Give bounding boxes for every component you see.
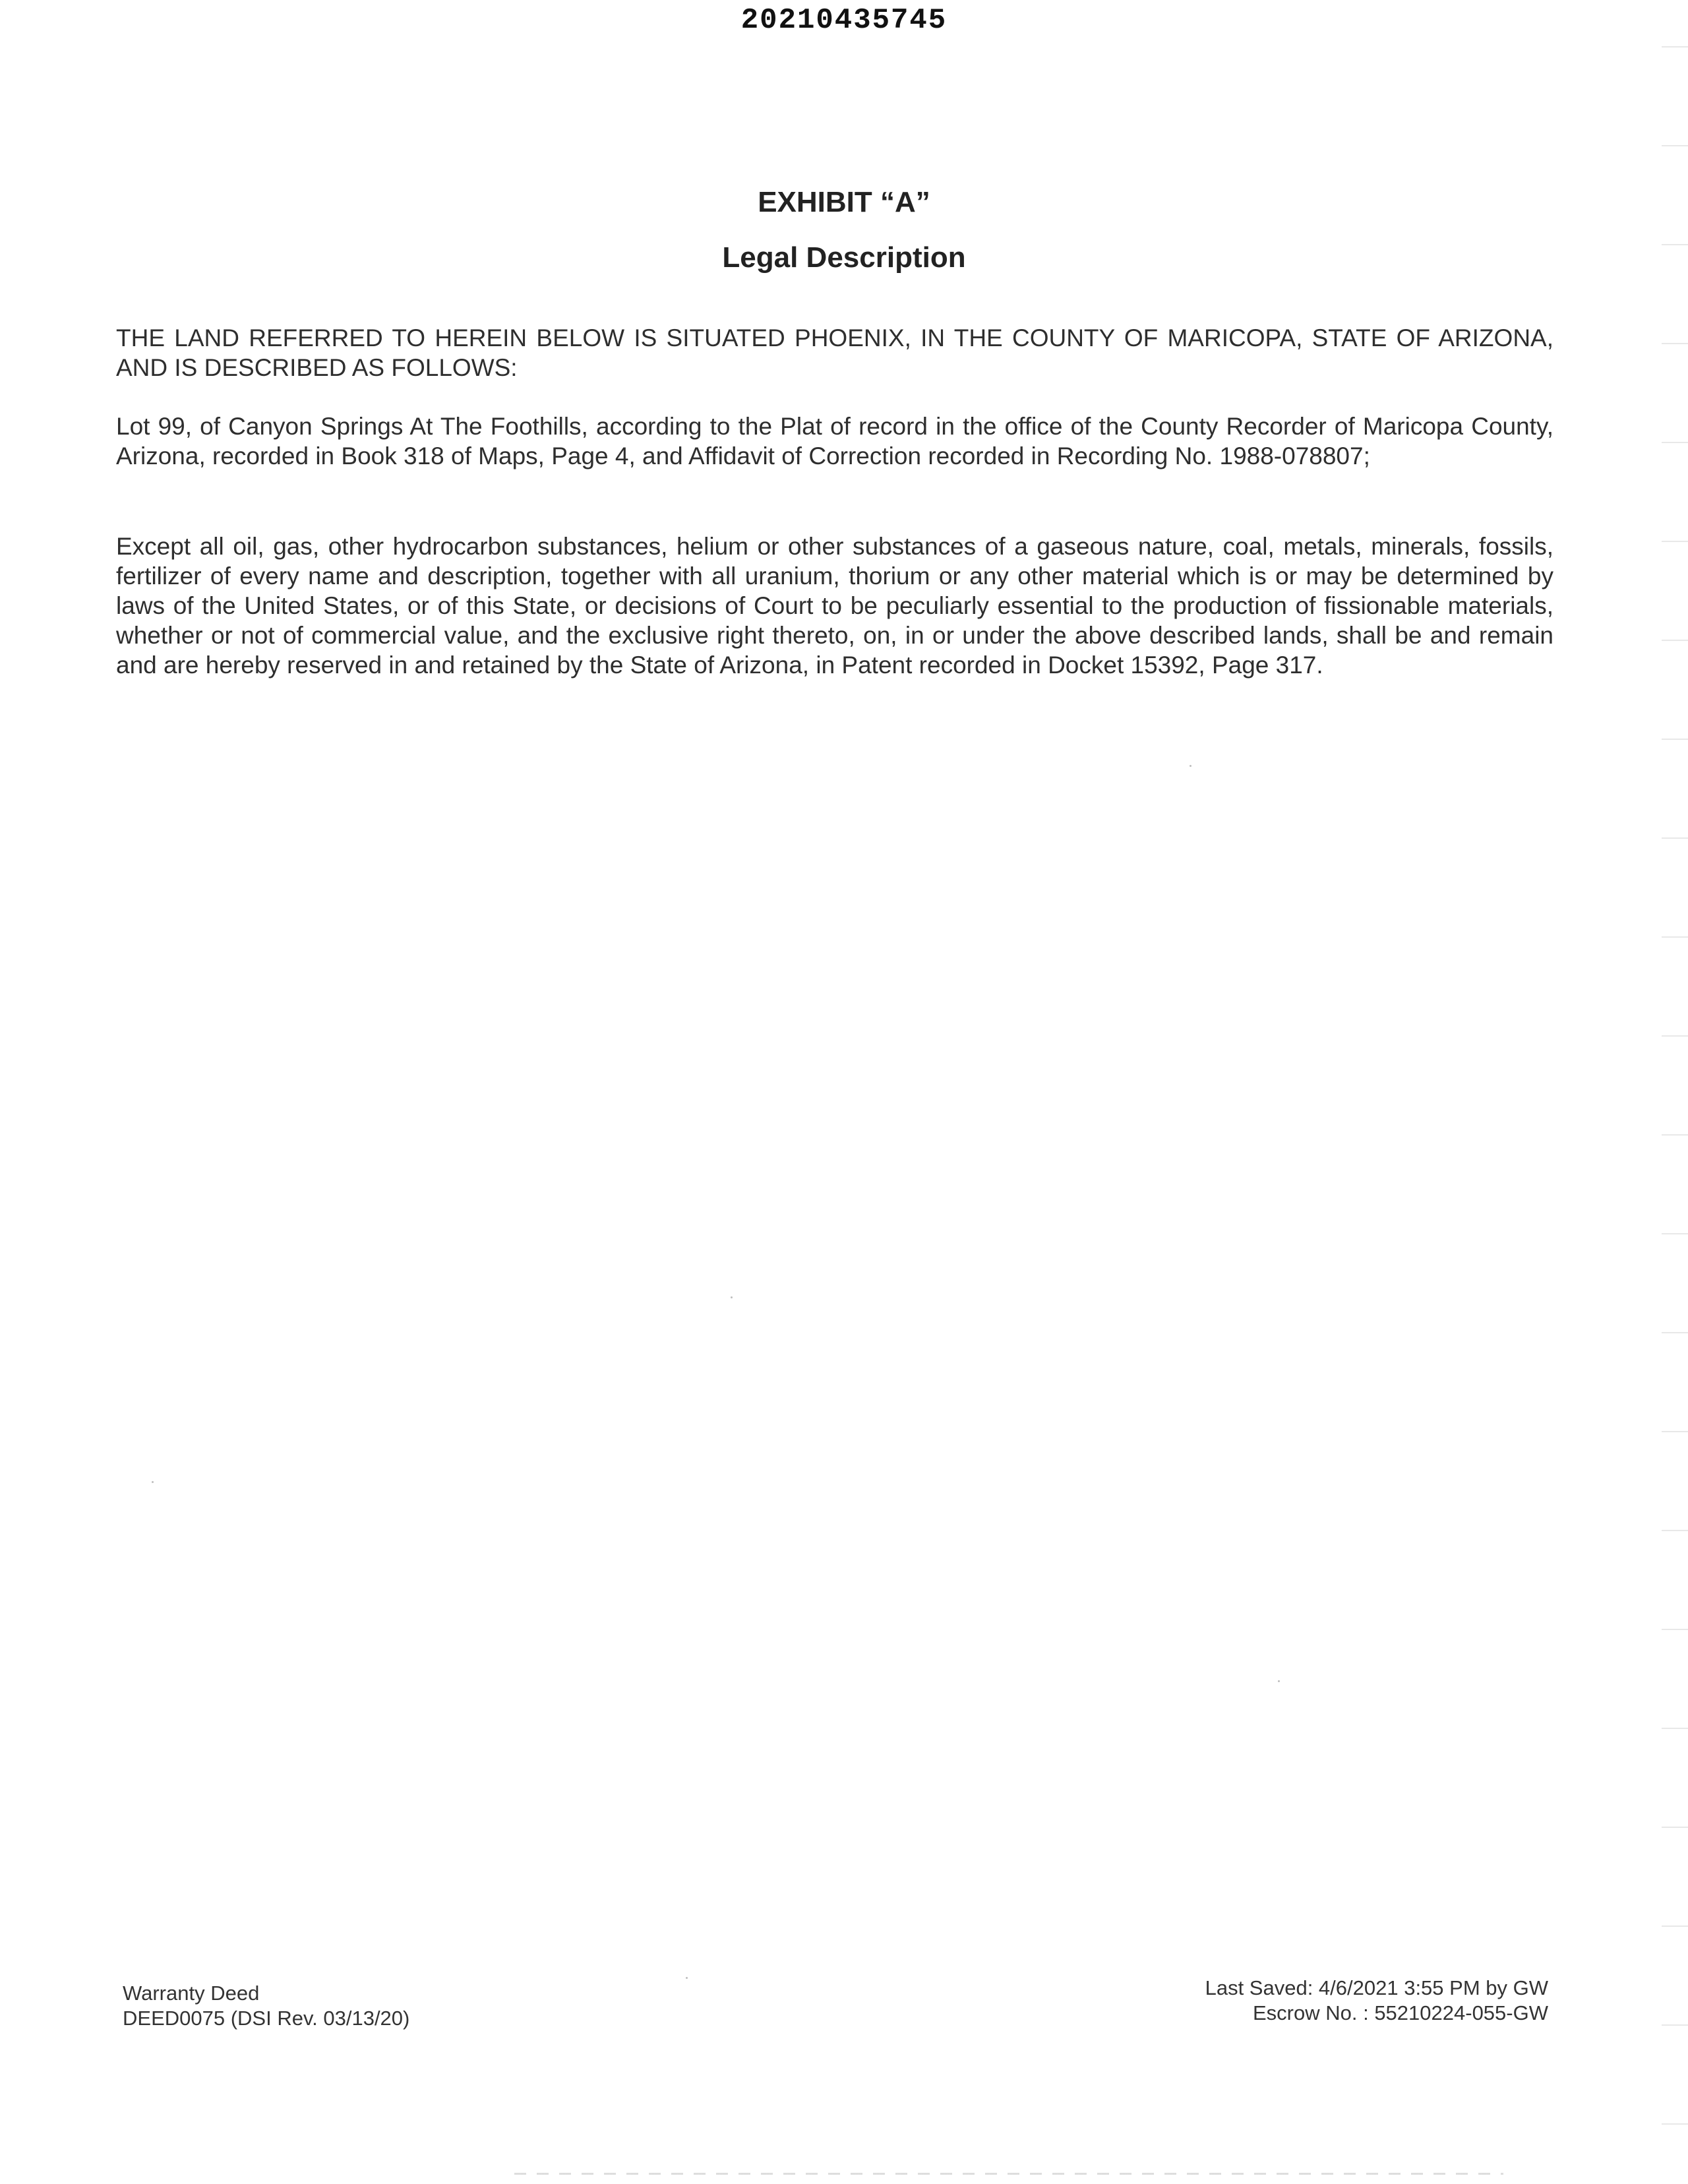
scan-speck xyxy=(1278,1680,1280,1682)
intro-paragraph: THE LAND REFERRED TO HEREIN BELOW IS SITUATED PHOENIX, IN THE COUNTY OF MARICOPA, STATE OF ARIZONA, AND IS DESCRIBED AS FOLLOWS: xyxy=(116,324,1553,381)
scan-speck xyxy=(686,1977,688,1979)
footer-document-info xyxy=(123,1981,409,2031)
footer-doc-type: Warranty Deed xyxy=(123,1982,260,2005)
scan-speck xyxy=(1190,765,1191,767)
lot-description-paragraph: Lot 99, of Canyon Springs At The Foothills, according to the Plat of record in the office of the County Recorder of Maricopa County, Arizona, recorded in Book 318 of Maps, Page 4, and Affidavit of Correction recorded in Recording No. 1988-078807; xyxy=(116,413,1553,470)
footer-escrow-number: Escrow No. : 55210224-055-GW xyxy=(1253,2001,1548,2024)
footer-form-code: DEED0075 (DSI Rev. 03/13/20) xyxy=(123,2007,410,2030)
scan-bottom-artifacts xyxy=(514,2173,1503,2175)
scan-speck xyxy=(731,1296,733,1298)
mineral-exception-paragraph: Except all oil, gas, other hydrocarbon substances, helium or other substances of a gaseous nature, coal, metals, minerals, fossils, fertilizer of every name and description, together with all uranium, thorium or any other material which is or may be determined by laws of the United States, or of this State, or decisions of Court to be peculiarly essential to the production of fissionable materials, whether or not of commercial value, and the exclusive right thereto, on, in or under the above described lands, shall be and remain and are hereby reserved in and retained by the State of Arizona, in Patent recorded in Docket 15392, Page 317. xyxy=(116,533,1553,679)
scan-speck xyxy=(152,1481,154,1483)
exhibit-subtitle: Legal Description xyxy=(722,241,966,274)
footer-last-saved: Last Saved: 4/6/2021 3:55 PM by GW xyxy=(1205,1976,1548,1999)
footer-escrow-info xyxy=(1205,1976,1548,2026)
exhibit-title: EXHIBIT “A” xyxy=(758,186,930,218)
scan-edge-artifacts xyxy=(1662,0,1688,2184)
recording-number: 20210435745 xyxy=(740,4,948,37)
